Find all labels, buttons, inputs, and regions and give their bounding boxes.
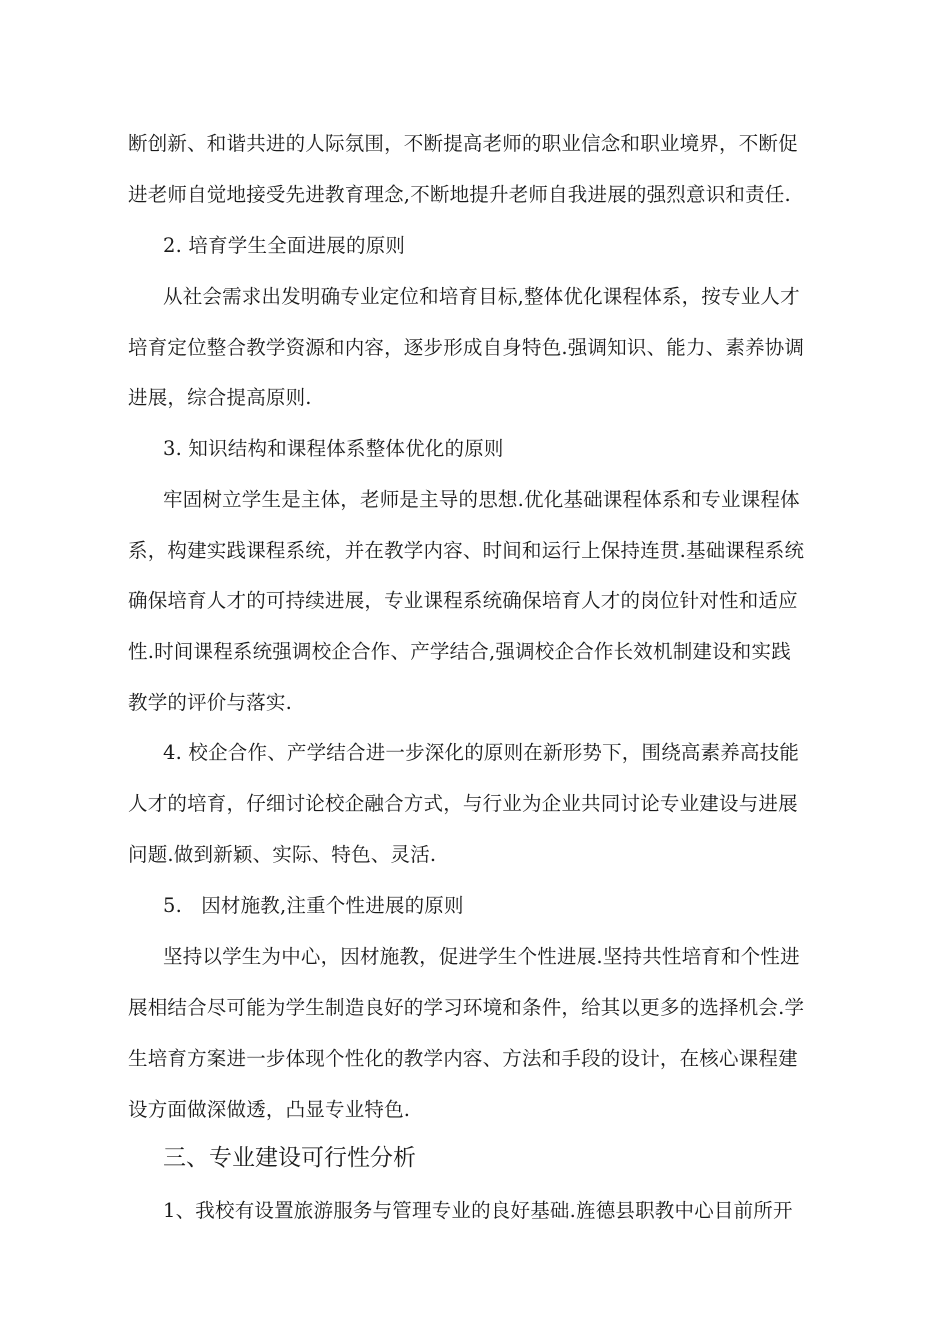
paragraph-line: 人才的培育，仔细讨论校企融合方式，与行业为企业共同讨论专业建设与进展: [128, 792, 798, 815]
paragraph-line: 从社会需求出发明确专业定位和培育目标,整体优化课程体系，按专业人才: [163, 285, 800, 308]
paragraph-line: 1、我校有设置旅游服务与管理专业的良好基础.旌德县职教中心目前所开: [163, 1199, 793, 1222]
chapter-heading: 三、专业建设可行性分析: [163, 1145, 416, 1171]
section-heading-5: 5. 因材施教,注重个性进展的原则: [163, 894, 464, 917]
paragraph-line: 进老师自觉地接受先进教育理念,不断地提升老师自我进展的强烈意识和责任.: [128, 183, 791, 206]
paragraph-line: 设方面做深做透，凸显专业特色.: [128, 1098, 411, 1121]
paragraph-line: 培育定位整合教学资源和内容，逐步形成自身特色.强调知识、能力、素养协调: [128, 336, 805, 359]
paragraph-line: 牢固树立学生是主体，老师是主导的思想.优化基础课程体系和专业课程体: [163, 488, 800, 511]
section-heading-4: 4. 校企合作、产学结合进一步深化的原则在新形势下，围绕高素养高技能: [163, 741, 800, 764]
paragraph-line: 生培育方案进一步体现个性化的教学内容、方法和手段的设计，在核心课程建: [128, 1047, 798, 1070]
paragraph-line: 进展，综合提高原则.: [128, 386, 312, 409]
section-heading-3: 3. 知识结构和课程体系整体优化的原则: [163, 437, 504, 460]
paragraph-line: 坚持以学生为中心，因材施教，促进学生个性进展.坚持共性培育和个性进: [163, 945, 800, 968]
section-heading-2: 2. 培育学生全面进展的原则: [163, 234, 406, 257]
paragraph-line: 教学的评价与落实.: [128, 691, 292, 714]
paragraph-line: 性.时间课程系统强调校企合作、产学结合,强调校企合作长效机制建设和实践: [128, 640, 791, 663]
paragraph-line: 断创新、和谐共进的人际氛围，不断提高老师的职业信念和职业境界，不断促: [128, 132, 798, 155]
paragraph-line: 问题.做到新颖、实际、特色、灵活.: [128, 843, 437, 866]
paragraph-line: 系，构建实践课程系统，并在教学内容、时间和运行上保持连贯.基础课程系统: [128, 539, 805, 562]
paragraph-line: 展相结合尽可能为学生制造良好的学习环境和条件，给其以更多的选择机会.学: [128, 996, 805, 1019]
paragraph-line: 确保培育人才的可持续进展，专业课程系统确保培育人才的岗位针对性和适应: [128, 589, 798, 612]
